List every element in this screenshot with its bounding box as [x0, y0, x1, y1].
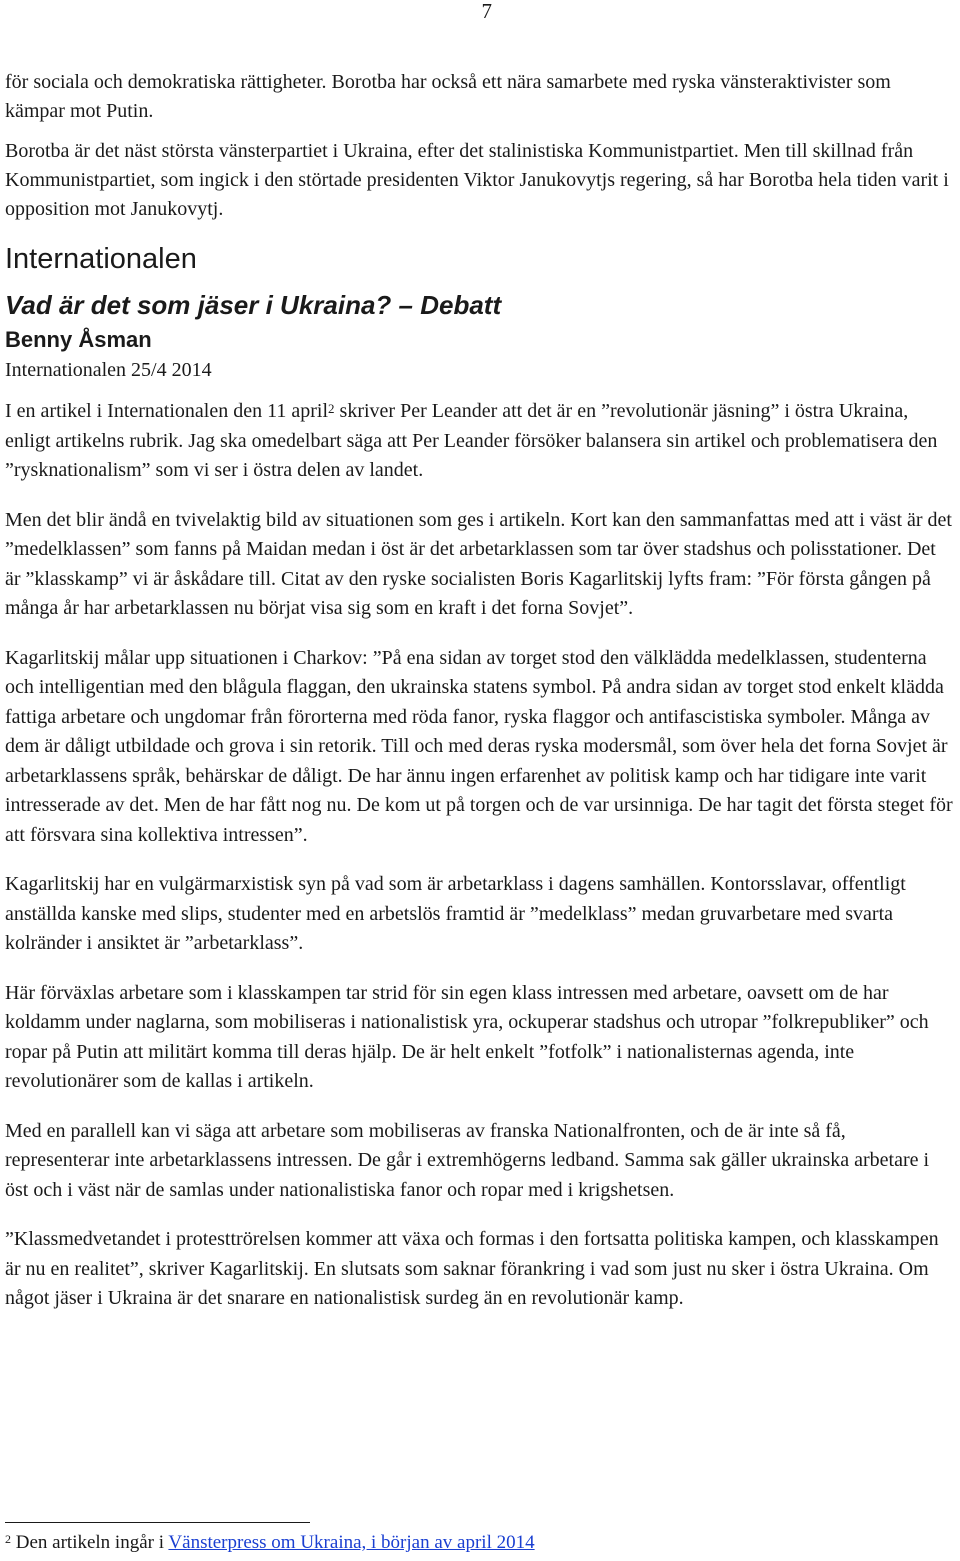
- footnote-number: 2: [5, 1532, 11, 1546]
- footnote-link[interactable]: Vänsterpress om Ukraina, i början av april 2014: [168, 1532, 535, 1553]
- page-number: 7: [481, 0, 492, 23]
- section-heading: Internationalen: [5, 243, 197, 275]
- article-paragraph-1-rest: skriver Per Leander att det är en ”revolutionär jäsning” i östra Ukraina, enligt artikelns rubrik. Jag ska omedelbart säga att Per Leander försöker balansera sin artikel och problematisera den ”rysknationalism” som vi ser i östra delen av landet.: [5, 400, 938, 481]
- page-content: [5, 68, 955, 1334]
- footnote-divider: [5, 1522, 310, 1523]
- article-paragraph-6: Med en parallell kan vi säga att arbetare som mobiliseras av franska Nationalfronten, och de är inte så få, representerar inte arbetarklassens intressen. De går i extremhögerns ledband. Samma sak gäller ukrainska arbetare i öst och i väst när de samlas under nationalistiska fanor och ropar med i krigshetsen.: [5, 1119, 930, 1201]
- article-title: Vad är det som jäser i Ukraina? – Debatt: [5, 290, 502, 320]
- article-paragraph-1-start: I en artikel i Internationalen den 11 april: [5, 400, 329, 422]
- footnote-reference[interactable]: 2: [328, 401, 335, 416]
- footnote-text: Den artikeln ingår i: [11, 1532, 169, 1553]
- article-paragraph-4: Kagarlitskij har en vulgärmarxistisk syn på vad som är arbetarklass i dagens samhällen. Kontorsslavar, offentligt anställda kanske med slips, studenter med en arbetslös framtid är ”medelklass” medan gruvarbetare med svarta kolränder i ansiktet är ”arbetarklass”.: [5, 873, 906, 954]
- article-source: Internationalen 25/4 2014: [5, 359, 212, 381]
- article-author: Benny Åsman: [5, 327, 152, 352]
- intro-paragraph-1: för sociala och demokratiska rättigheter. Borotba har också ett nära samarbete med ryska vänsteraktivister som kämpar mot Putin.: [5, 71, 891, 122]
- article-paragraph-3: Kagarlitskij målar upp situationen i Charkov: ”På ena sidan av torget stod den välklädda medelklassen, studenterna och intelligentian med den blågula flaggan, den ukrainska statens symbol. På andra sidan av torget stod enkelt klädda fattiga arbetare och ungdomar från förorterna med röda fanor, ryska flaggor och antifascistiska symboler. Många av dem är dåligt utbildade och grova i sin retorik. Till och med deras ryska modersmål, som över hela det forna Sovjet är arbetarklassens språk, behärskar de dåligt. De har ännu ingen erfarenhet av politisk kamp och har tidigare inte varit intresserade av det. Men de har fått nog nu. De kom ut på torgen och de var ursinniga. De har tagit det första steget för att försvara sina kollektiva intressen”.: [5, 646, 953, 846]
- intro-paragraph-2: Borotba är det näst största vänsterpartiet i Ukraina, efter det stalinistiska Kommunistpartiet. Men till skillnad från Kommunistpartiet, som ingick i den störtade presidenten Viktor Janukovytjs regering, så har Borotba hela tiden varit i opposition mot Janukovytj.: [5, 140, 949, 220]
- article-paragraph-5: Här förväxlas arbetare som i klasskampen tar strid för sin egen klass intressen med arbetare, oavsett om de har koldamm under naglarna, som mobiliseras i nationalistisk yra, ockuperar stadshus och utropar ”folkrepubliker” och ropar på Putin att militärt komma till deras hjälp. De är helt enkelt ”fotfolk” i nationalisternas agenda, inte revolutionärer som de kallas i artikeln.: [5, 981, 929, 1092]
- article-paragraph-7: ”Klassmedvetandet i protesttrörelsen kommer att växa och formas i den fortsatta politiska kampen, och klasskampen är nu en realitet”, skriver Kagarlitskij. En slutsats som saknar förankring i vad som just nu sker i östra Ukraina. Om något jäser i Ukraina är det snarare en nationalistisk surdeg än en revolutionär kamp.: [5, 1228, 939, 1309]
- article-paragraph-2: Men det blir ändå en tvivelaktig bild av situationen som ges i artikeln. Kort kan den sammanfattas med att i väst är det ”medelklassen” som fanns på Maidan medan i öst är det arbetarklassen som tar över stadshus och polisstationer. Det är ”klasskamp” vi är åskådare till. Citat av den ryske socialisten Boris Kagarlitskij lyfts fram: ”För första gången på många år har arbetarklassen nu börjat visa sig som en kraft i det forna Sovjet”.: [5, 508, 952, 619]
- article-paragraph-1: [5, 397, 955, 486]
- footnote: [5, 1530, 535, 1556]
